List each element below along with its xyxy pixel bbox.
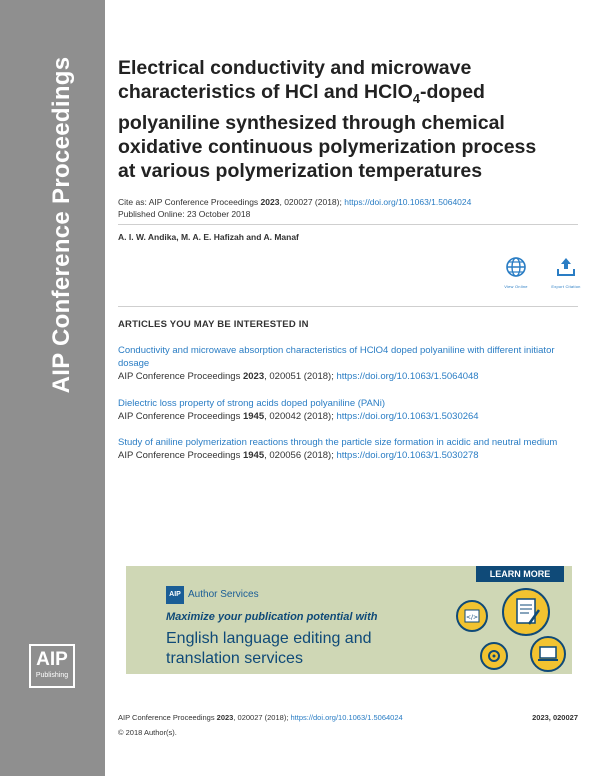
footer-prefix: AIP Conference Proceedings <box>118 713 217 722</box>
paper-doi-link[interactable]: https://doi.org/10.1063/1.5064024 <box>344 197 472 207</box>
title-part-2: -doped polyaniline synthesized through chemical oxidative continuous polymerization process at various polymerization temperatures <box>118 81 537 182</box>
footer-doi-link[interactable]: https://doi.org/10.1063/1.5064024 <box>290 713 403 722</box>
published-date: Published Online: 23 October 2018 <box>118 209 251 219</box>
view-online-button[interactable] <box>496 256 536 289</box>
cite-prefix: Cite as: AIP Conference Proceedings <box>118 197 261 207</box>
related-article-title[interactable]: Dielectric loss property of strong acids doped polyaniline (PANi) <box>118 398 386 409</box>
learn-more-button[interactable]: LEARN MORE <box>476 566 564 582</box>
globe-icon <box>505 256 527 278</box>
divider <box>118 306 578 307</box>
citation-prefix: AIP Conference Proceedings <box>118 450 243 461</box>
journal-vertical-title: AIP Conference Proceedings <box>48 56 75 394</box>
footer-rest: , 020027 (2018); <box>233 713 291 722</box>
document-edit-icon <box>502 588 550 636</box>
citation-prefix: AIP Conference Proceedings <box>118 411 243 422</box>
citation-rest: , 020056 (2018); <box>264 450 337 461</box>
related-article-citation <box>118 370 568 383</box>
export-citation-button[interactable] <box>546 256 586 289</box>
banner-line-2: English language editing and <box>166 630 372 647</box>
related-article-2 <box>118 397 568 423</box>
cite-volume: 2023 <box>260 197 280 207</box>
view-online-label: View Online <box>504 284 528 289</box>
cite-rest: , 020027 (2018); <box>279 197 345 207</box>
footer-page-ref: 2023, 020027 <box>532 713 578 722</box>
paper-title <box>118 56 558 183</box>
copyright: © 2018 Author(s). <box>118 728 177 737</box>
related-article-1 <box>118 344 568 383</box>
related-article-citation <box>118 410 568 423</box>
related-article-doi-link[interactable]: https://doi.org/10.1063/1.5030278 <box>336 450 479 461</box>
aip-publishing-logo[interactable] <box>29 644 75 688</box>
citation-volume: 1945 <box>242 450 265 461</box>
related-article-citation <box>118 449 568 462</box>
citation-rest: , 020051 (2018); <box>264 371 337 382</box>
divider <box>118 224 578 225</box>
footer-volume: 2023 <box>216 713 234 722</box>
svg-text:</>: </> <box>465 614 479 621</box>
export-citation-label: Export Citation <box>551 284 581 289</box>
banner-line-3: translation services <box>166 650 303 667</box>
citation-volume: 1945 <box>242 411 265 422</box>
aip-logo-text: AIP <box>36 649 68 670</box>
title-part-1: Electrical conductivity and microwave characteristics of HCl and HClO <box>118 57 472 103</box>
export-icon <box>555 256 577 278</box>
citation-prefix: AIP Conference Proceedings <box>118 371 243 382</box>
authors: A. I. W. Andika, M. A. E. Hafizah and A. Manaf <box>118 232 299 242</box>
cite-as-line <box>118 197 471 207</box>
sidebar <box>0 0 105 776</box>
citation-volume: 2023 <box>242 371 265 382</box>
gear-icon <box>480 642 508 670</box>
code-icon <box>456 600 488 632</box>
related-article-3 <box>118 436 568 462</box>
title-subscript: 4 <box>412 90 420 106</box>
citation-rest: , 020042 (2018); <box>264 411 337 422</box>
footer-citation <box>118 713 578 722</box>
aip-small-logo: AIP <box>166 586 184 604</box>
author-services-banner[interactable] <box>126 566 572 674</box>
laptop-icon <box>530 636 566 672</box>
related-article-title[interactable]: Study of aniline polymerization reactions through the particle size formation in acidic and neutral medium <box>118 437 558 448</box>
banner-tagline: Maximize your publication potential with <box>166 611 378 623</box>
related-article-title[interactable]: Conductivity and microwave absorption characteristics of HClO4 doped polyaniline with different initiator dosage <box>118 345 555 369</box>
related-article-doi-link[interactable]: https://doi.org/10.1063/1.5030264 <box>336 411 479 422</box>
related-articles-heading: ARTICLES YOU MAY BE INTERESTED IN <box>118 319 309 330</box>
author-services-label: Author Services <box>188 589 259 600</box>
related-article-doi-link[interactable]: https://doi.org/10.1063/1.5064048 <box>336 371 479 382</box>
publishing-logo-text: Publishing <box>35 672 69 679</box>
